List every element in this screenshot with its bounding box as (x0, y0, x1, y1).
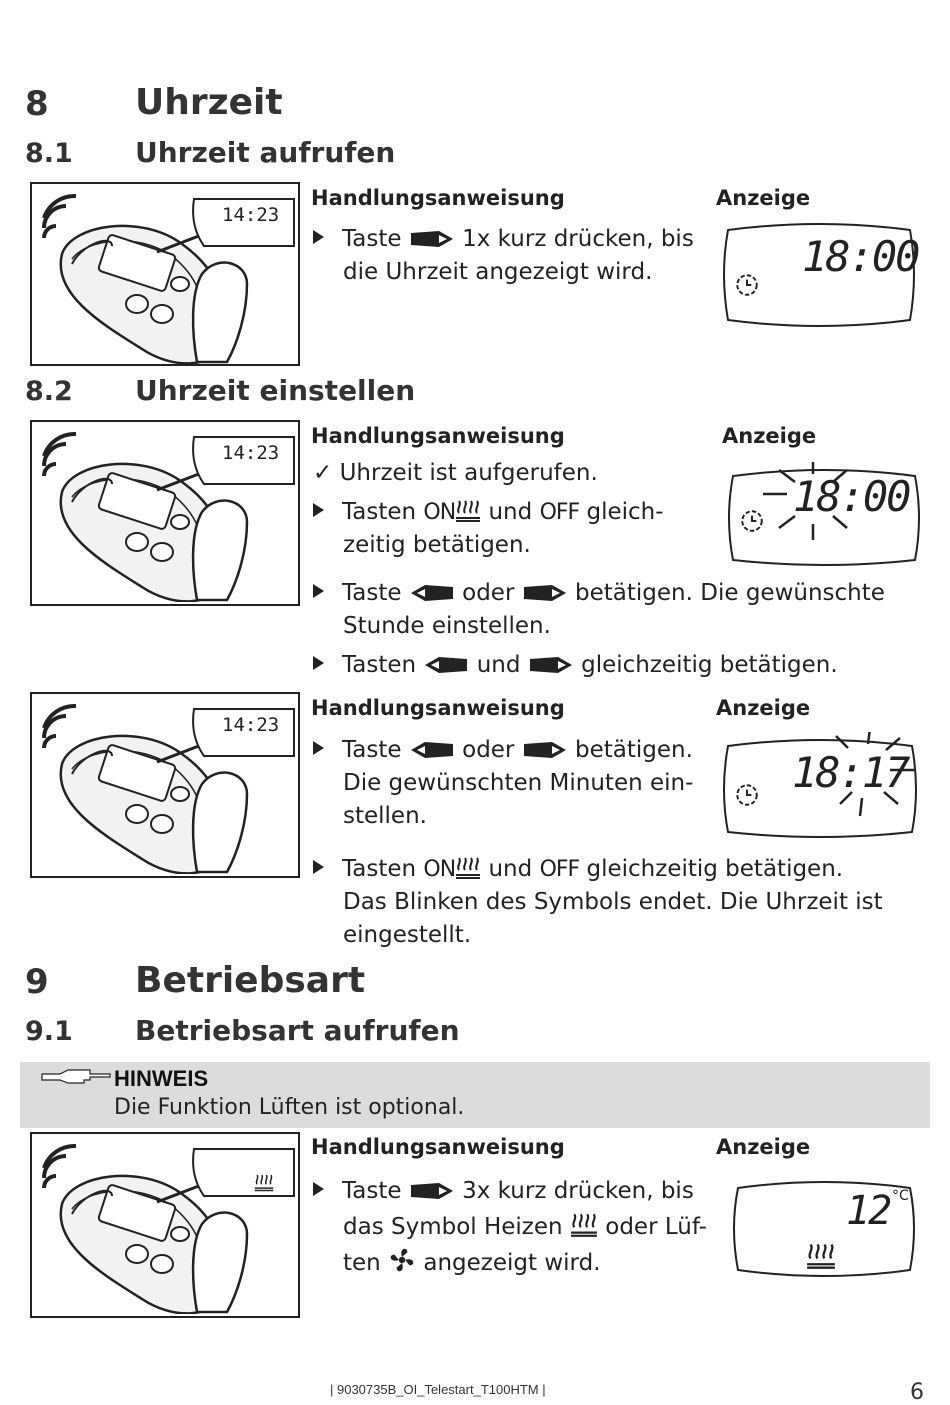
on-label: ON (423, 857, 456, 882)
section-8-1-title: Uhrzeit aufrufen (135, 136, 396, 169)
right-button-icon (522, 583, 568, 603)
block2-steps-bottom: Taste oder betätigen. Die gewünschte Stunde einstellen. Tasten und gleichzeitig betätigen. (313, 577, 933, 682)
display-header-4: Anzeige (716, 1135, 811, 1159)
heat-icon (570, 1210, 598, 1238)
remote-figure-3 (30, 692, 300, 878)
bullet-arrow-icon (313, 503, 324, 517)
off-label: OFF (539, 500, 580, 525)
display-4 (732, 1178, 916, 1280)
note-box (20, 1062, 930, 1128)
right-button-icon (409, 1181, 455, 1201)
lcd-time: 18:00 (793, 472, 910, 521)
lcd-temperature: 12 (846, 1188, 891, 1234)
check-icon: ✓ (313, 460, 333, 486)
bullet-arrow-icon (313, 1182, 324, 1196)
remote-illustration (32, 1134, 298, 1314)
page-number: 6 (910, 1380, 924, 1405)
block4-step: Taste 3x kurz drücken, bis das Symbol Heizen oder Lüf- ten angezeigt wird. (313, 1173, 713, 1281)
remote-screen-time: 14:23 (222, 204, 280, 226)
heat-icon (455, 854, 481, 880)
bullet-arrow-icon (313, 741, 324, 755)
display-header-2: Anzeige (722, 424, 817, 448)
heat-icon (254, 1172, 274, 1192)
heat-icon (455, 497, 481, 523)
block2-steps-top: ✓ Uhrzeit ist aufgerufen. Tasten ON und OFF gleich- zeitig betätigen. (313, 460, 664, 558)
section-8-number: 8 (25, 84, 49, 124)
section-8-2-number: 8.2 (25, 376, 73, 407)
fan-icon (388, 1246, 416, 1274)
block3-step-2: Tasten ON und OFF gleichzeitig betätigen. Das Blinken des Symbols endet. Die Uhrzeit ist eingestellt. (313, 853, 933, 952)
instruction-header-1: Handlungsanweisung (311, 186, 565, 210)
bullet-arrow-icon (313, 584, 324, 598)
footer-doc-id: | 9030735B_OI_Telestart_T100HTM | (330, 1382, 546, 1397)
lcd-unit: °C (892, 1188, 909, 1204)
clock-icon (734, 272, 760, 298)
left-button-icon (409, 740, 455, 760)
display-1 (722, 222, 919, 328)
section-9-1-title: Betriebsart aufrufen (135, 1014, 460, 1047)
right-button-icon (528, 655, 574, 675)
display-3 (722, 732, 918, 840)
lcd-time: 18:17 (792, 748, 909, 797)
section-8-1-number: 8.1 (25, 138, 73, 169)
on-label: ON (423, 500, 456, 525)
pointing-hand-icon (40, 1068, 112, 1088)
bullet-arrow-icon (313, 656, 324, 670)
section-8-2-title: Uhrzeit einstellen (135, 374, 416, 407)
section-9-1-number: 9.1 (25, 1016, 73, 1047)
remote-figure-4 (30, 1132, 300, 1318)
bullet-arrow-icon (313, 860, 324, 874)
display-header-3: Anzeige (716, 696, 811, 720)
off-label: OFF (539, 857, 580, 882)
clock-icon (734, 782, 760, 808)
section-9-number: 9 (25, 962, 49, 1002)
left-button-icon (409, 583, 455, 603)
left-button-icon (423, 655, 469, 675)
right-button-icon (522, 740, 568, 760)
display-header-1: Anzeige (716, 186, 811, 210)
remote-figure-1 (30, 182, 300, 366)
display-2 (727, 462, 921, 568)
note-title: HINWEIS (114, 1066, 209, 1091)
instruction-header-4: Handlungsanweisung (311, 1135, 565, 1159)
remote-screen-time: 14:23 (222, 714, 280, 736)
clock-icon (739, 508, 765, 534)
lcd-time: 18:00 (802, 232, 919, 281)
note-text: Die Funktion Lüften ist optional. (114, 1095, 465, 1120)
remote-figure-2 (30, 420, 300, 606)
heat-icon (804, 1240, 838, 1270)
section-8-title: Uhrzeit (135, 82, 283, 123)
block3-step-1: Taste oder betätigen. Die gewünschten Minuten ein- stellen. (313, 734, 713, 833)
instruction-header-3: Handlungsanweisung (311, 696, 565, 720)
right-button-icon (409, 229, 455, 249)
block1-step: Taste 1x kurz drücken, bis die Uhrzeit angezeigt wird. (313, 223, 703, 289)
remote-screen-time: 14:23 (222, 442, 280, 464)
instruction-header-2: Handlungsanweisung (311, 424, 565, 448)
section-9-title: Betriebsart (135, 960, 366, 1001)
bullet-arrow-icon (313, 230, 324, 244)
